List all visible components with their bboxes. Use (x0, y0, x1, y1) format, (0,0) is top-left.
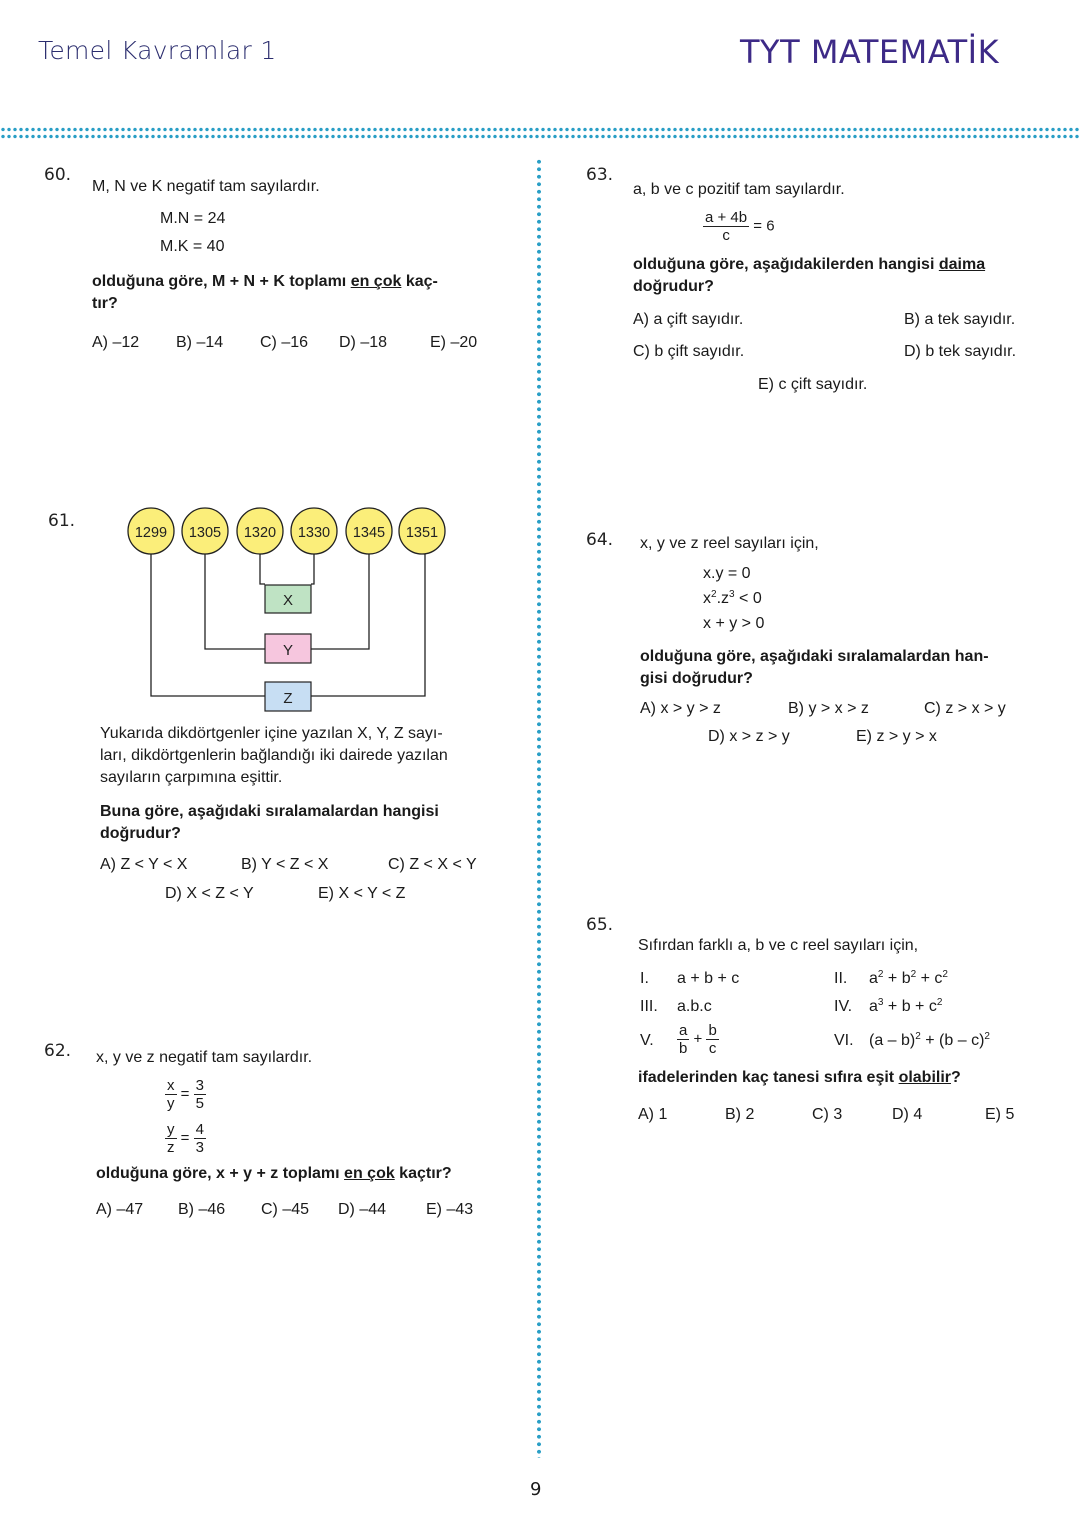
q61-option-a[interactable]: A) Z < Y < X (100, 856, 188, 873)
q61-option-e[interactable]: E) X < Y < Z (318, 885, 406, 902)
q64-eq3: x + y > 0 (703, 615, 765, 632)
q63-question: olduğuna göre, aşağıdakilerden hangisi daima doğrudur? (633, 256, 986, 295)
q63-number: 63. (586, 165, 614, 185)
q60-option-a[interactable]: A) –12 (92, 334, 140, 351)
q61-option-b[interactable]: B) Y < Z < X (241, 856, 329, 873)
q65-item-i-label: I. (640, 970, 649, 987)
q63-option-e[interactable]: E) c çift sayıdır. (758, 376, 868, 393)
q64-option-d[interactable]: D) x > z > y (708, 728, 790, 745)
q61-question: Buna göre, aşağıdaki sıralamalardan hangisi doğrudur? (100, 803, 439, 842)
header-dotted-divider (0, 126, 1080, 140)
q64-option-a[interactable]: A) x > y > z (640, 700, 721, 717)
q65-item-iii: a.b.c (677, 998, 712, 1015)
q65-option-b[interactable]: B) 2 (725, 1106, 755, 1123)
q60-option-d[interactable]: D) –18 (339, 334, 388, 351)
q60-option-b[interactable]: B) –14 (176, 334, 224, 351)
q64-eq1: x.y = 0 (703, 565, 751, 582)
q61-description: Yukarıda dikdörtgenler içine yazılan X, Y, Z sayı- ları, dikdörtgenlerin bağlandığı iki dairede yazılan sayıların çarpımına eşittir. (100, 725, 448, 786)
circle-label-1: 1299 (134, 525, 168, 541)
q60-stem: M, N ve K negatif tam sayılardır. (92, 178, 320, 195)
circle-label-2: 1305 (188, 525, 222, 541)
q60-question: olduğuna göre, M + N + K toplamı en çok kaç- tır? (92, 273, 438, 312)
box-y-label: Y (282, 642, 294, 659)
q65-item-vi: (a – b)$^2$ + (b – c)$^2$ (869, 1031, 990, 1049)
q65-item-ii-label: II. (834, 970, 848, 987)
q65-option-d[interactable]: D) 4 (892, 1106, 923, 1123)
q62-eq2: $\frac{y}{z}$ = $\frac{4}{3}$ (167, 1121, 204, 1156)
q65-item-ii: $a^2 + b^2 + c^2$ (869, 969, 948, 987)
q64-question: olduğuna göre, aşağıdaki sıralamalardan han- gisi doğrudur? (640, 648, 989, 687)
q63-equation: $\frac{a + 4b}{c}$ = 6 (705, 209, 775, 244)
circle-label-4: 1330 (297, 525, 331, 541)
q65-item-iv-label: IV. (834, 998, 853, 1015)
q60-option-c[interactable]: C) –16 (260, 334, 309, 351)
q65-number: 65. (586, 915, 614, 935)
q65-item-iv: $a^3 + b + c^2$ (869, 997, 943, 1015)
q62-stem: x, y ve z negatif tam sayılardır. (96, 1049, 313, 1066)
q60-number: 60. (44, 165, 72, 185)
q64-stem: x, y ve z reel sayıları için, (640, 535, 819, 552)
q65-option-c[interactable]: C) 3 (812, 1106, 843, 1123)
q61-diagram (120, 500, 460, 715)
header-title: Temel Kavramlar 1 (38, 36, 277, 65)
q60-eq2: M.K = 40 (160, 238, 225, 255)
circle-label-5: 1345 (352, 525, 386, 541)
q63-stem: a, b ve c pozitif tam sayılardır. (633, 181, 845, 198)
subject-title: TYT MATEMATİK (740, 33, 1000, 71)
q62-option-a[interactable]: A) –47 (96, 1201, 144, 1218)
q61-option-d[interactable]: D) X < Z < Y (165, 885, 254, 902)
q65-item-i: a + b + c (677, 970, 740, 987)
box-z-label: Z (283, 690, 293, 707)
q64-option-b[interactable]: B) y > x > z (788, 700, 869, 717)
q62-option-c[interactable]: C) –45 (261, 1201, 310, 1218)
q62-option-d[interactable]: D) –44 (338, 1201, 387, 1218)
q63-option-a[interactable]: A) a çift sayıdır. (633, 311, 744, 328)
page-number: 9 (530, 1479, 542, 1500)
q64-option-c[interactable]: C) z > x > y (924, 700, 1006, 717)
q65-item-v: $\frac{a}{b}$ + $\frac{b}{c}$ (679, 1022, 717, 1057)
q62-option-b[interactable]: B) –46 (178, 1201, 226, 1218)
q65-question: ifadelerinden kaç tanesi sıfıra eşit olabilir? (638, 1069, 961, 1086)
q65-item-vi-label: VI. (834, 1032, 854, 1049)
q65-option-e[interactable]: E) 5 (985, 1106, 1015, 1123)
q65-item-iii-label: III. (640, 998, 658, 1015)
q62-number: 62. (44, 1041, 72, 1061)
q63-option-d[interactable]: D) b tek sayıdır. (904, 343, 1017, 360)
q61-option-c[interactable]: C) Z < X < Y (388, 856, 477, 873)
q60-eq1: M.N = 24 (160, 210, 226, 227)
box-x-label: X (282, 592, 294, 609)
circle-label-6: 1351 (405, 525, 439, 541)
q62-question: olduğuna göre, x + y + z toplamı en çok kaçtır? (96, 1165, 452, 1182)
q65-option-a[interactable]: A) 1 (638, 1106, 668, 1123)
q63-option-b[interactable]: B) a tek sayıdır. (904, 311, 1016, 328)
circle-label-3: 1320 (243, 525, 277, 541)
q64-eq2: $x^2.z^3 < 0$ (703, 589, 762, 607)
q64-number: 64. (586, 530, 614, 550)
q60-option-e[interactable]: E) –20 (430, 334, 478, 351)
column-dotted-divider (535, 158, 543, 1458)
q61-number: 61. (48, 511, 76, 531)
q62-eq1: $\frac{x}{y}$ = $\frac{3}{5}$ (167, 1077, 204, 1112)
q65-item-v-label: V. (640, 1032, 654, 1049)
q62-option-e[interactable]: E) –43 (426, 1201, 474, 1218)
q65-stem: Sıfırdan farklı a, b ve c reel sayıları için, (638, 937, 919, 954)
q63-option-c[interactable]: C) b çift sayıdır. (633, 343, 745, 360)
q64-option-e[interactable]: E) z > y > x (856, 728, 937, 745)
